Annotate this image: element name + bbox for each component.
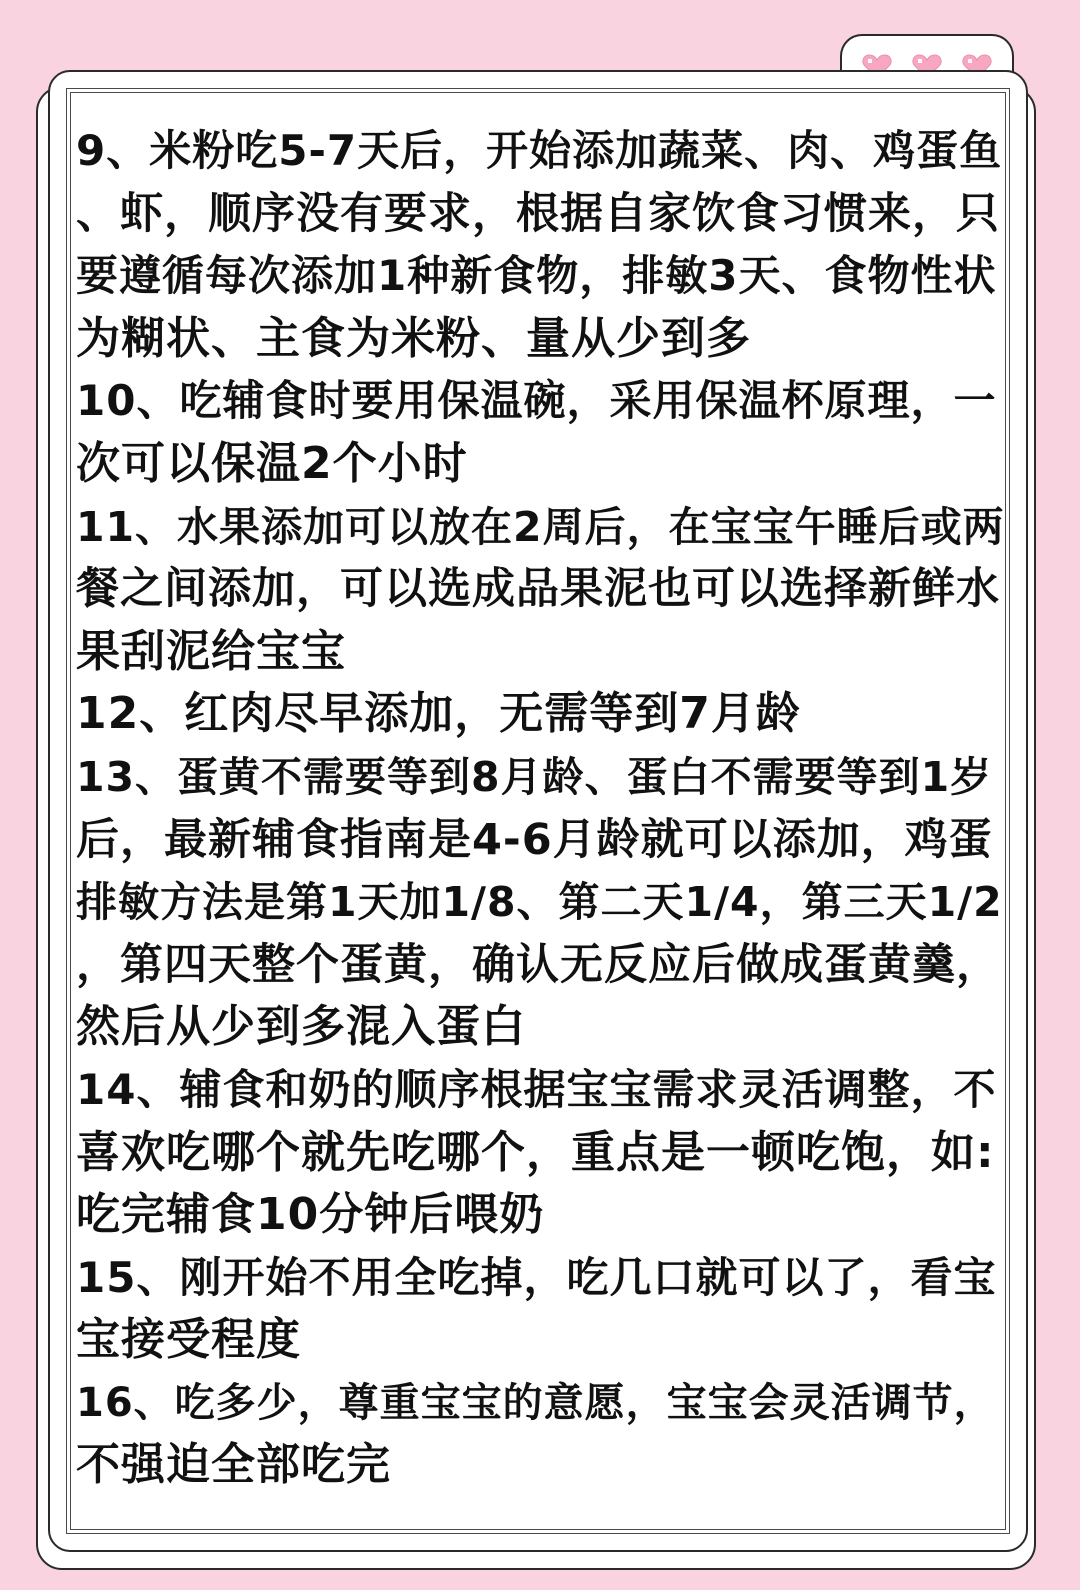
text-line: 然后从少到多混入蛋白	[76, 1001, 526, 1053]
text-line: 16、吃多少，尊重宝宝的意愿，宝宝会灵活调节，	[76, 1379, 995, 1426]
text-line: 15、刚开始不用全吃掉，吃几口就可以了，看宝	[76, 1252, 997, 1302]
note-body	[76, 120, 1006, 1497]
text-line: 11、水果添加可以放在2周后，在宝宝午睡后或两	[76, 502, 1005, 551]
text-line: 后，最新辅食指南是4-6月龄就可以添加，鸡蛋	[76, 814, 993, 865]
text-line: ，第四天整个蛋黄，确认无反应后做成蛋黄羹，	[76, 939, 1000, 990]
text-line: 、虾，顺序没有要求，根据自家饮食习惯来，只	[76, 188, 1000, 239]
text-line: 喜欢吃哪个就先吃哪个，重点是一顿吃饱，如:	[76, 1126, 995, 1178]
text-line: 10、吃辅食时要用保温碗，采用保温杯原理，一	[76, 376, 997, 426]
text-line: 不强迫全部吃完	[76, 1439, 391, 1491]
text-line: 13、蛋黄不需要等到8月龄、蛋白不需要等到1岁	[76, 752, 993, 801]
text-line: 为糊状、主食为米粉、量从少到多	[76, 312, 751, 364]
text-line: 要遵循每次添加1种新食物，排敏3天、食物性状	[76, 251, 997, 301]
text-line: 12、红肉尽早添加，无需等到7月龄	[76, 688, 801, 740]
text-line: 吃完辅食10分钟后喂奶	[76, 1189, 545, 1241]
text-line: 次可以保温2个小时	[76, 437, 468, 489]
text-line: 14、辅食和奶的顺序根据宝宝需求灵活调整，不	[76, 1064, 997, 1114]
text-line: 排敏方法是第1天加1/8、第二天1/4，第三天1/2	[76, 878, 1003, 927]
text-line: 果刮泥给宝宝	[76, 625, 346, 677]
text-line: 宝接受程度	[76, 1314, 301, 1366]
text-line: 9、米粉吃5-7天后，开始添加蔬菜、肉、鸡蛋鱼	[76, 126, 1003, 175]
text-line: 餐之间添加，可以选成品果泥也可以选择新鲜水	[76, 564, 1000, 615]
